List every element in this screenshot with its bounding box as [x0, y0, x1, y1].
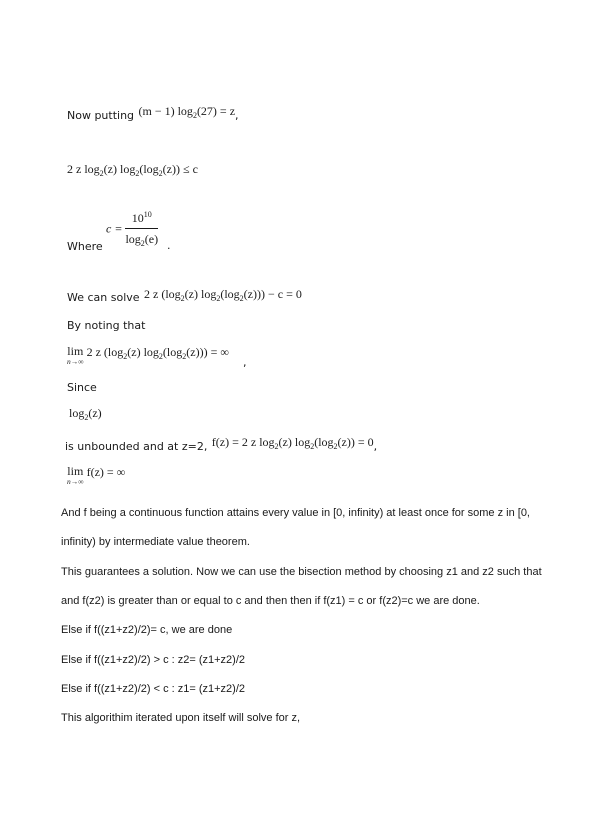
paragraph-line: Else if f((z1+z2)/2) > c : z2= (z1+z2)/2	[61, 654, 246, 666]
we-can-solve-label: We can solve	[67, 291, 140, 304]
comma-1: ,	[243, 356, 247, 369]
paragraph-line: infinity) by intermediate value theorem.	[61, 536, 250, 548]
paragraph-line: Else if f((z1+z2)/2)= c, we are done	[61, 624, 233, 636]
now-putting-label: Now putting	[67, 109, 135, 122]
paragraph-line: And f being a continuous function attains every value in [0, infinity) at least once for some z in [0,	[61, 507, 530, 519]
paragraph-line: This algorithim iterated upon itself will solve for z,	[61, 712, 301, 724]
unbounded-label: is unbounded and at z=2,	[65, 440, 208, 453]
solve-equation: 2 z $(\log_2(z) \log_2(\log_2(z))) - c = 0$	[144, 287, 302, 303]
c-fraction: $\frac{10^{10}}{\log_2(e)}$	[125, 210, 159, 248]
inequality-equation: 2 z $\log_2(z) \log_2(\log_2(z)) \le c$	[67, 162, 198, 178]
limit-equation-2: lim n→∞ f(z) = ∞	[67, 464, 126, 486]
limit-equation-1: lim n→∞ 2 z $(\log_2(z) \log_2(\log_2(z)))$ = ∞	[67, 344, 229, 366]
by-noting-label: By noting that	[67, 319, 146, 332]
paragraph-line: Else if f((z1+z2)/2) < c : z1= (z1+z2)/2	[61, 683, 246, 695]
where-label: Where	[67, 240, 103, 253]
comma: ,	[235, 109, 239, 122]
putting-equation: (m − 1) log2(27) = z	[138, 104, 236, 120]
c-definition: c = $\frac{10^{10}}{\log_2(e)}$	[106, 210, 159, 248]
log2z-expression: $\log_2(z)$	[69, 406, 102, 422]
fz-equation: f(z) = 2 z log2(z) log2(log2(z)) = 0	[211, 435, 374, 451]
period: .	[167, 239, 171, 252]
line-now-putting	[67, 106, 239, 124]
paragraph-line: and f(z2) is greater than or equal to c and then then if f(z1) = c or f(z2)=c we are done.	[61, 595, 480, 607]
since-label: Since	[67, 381, 97, 394]
paragraph-line: This guarantees a solution. Now we can use the bisection method by choosing z1 and z2 such that	[61, 566, 542, 578]
line-unbounded	[65, 437, 377, 455]
comma-2: ,	[373, 440, 378, 453]
line-we-can-solve	[67, 288, 302, 306]
